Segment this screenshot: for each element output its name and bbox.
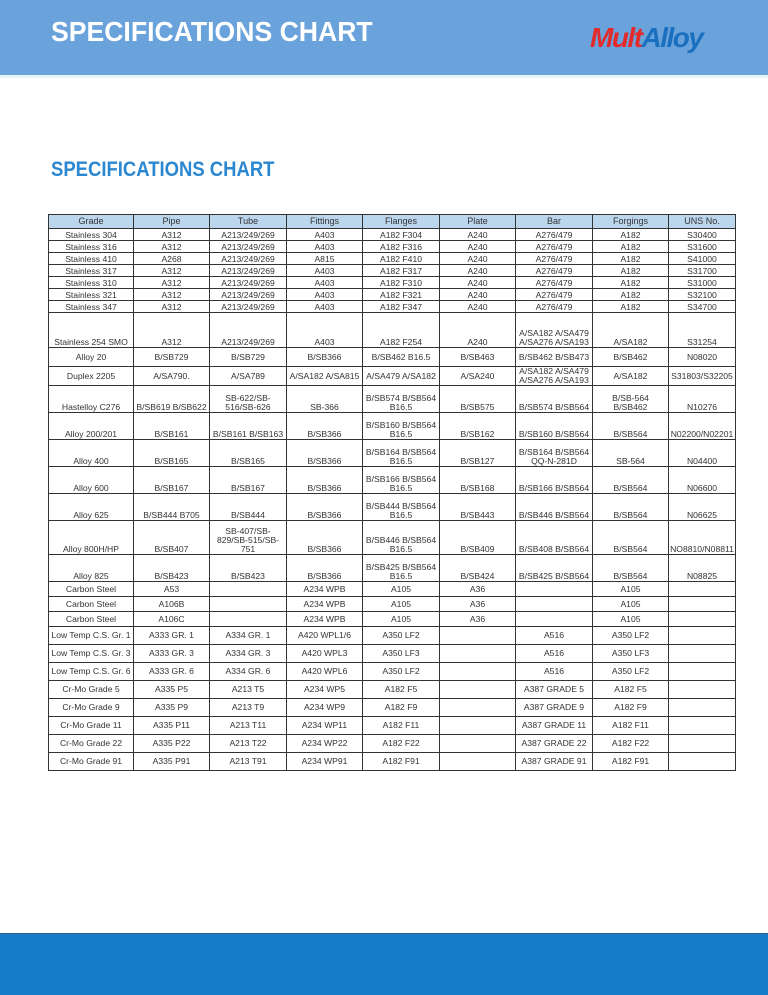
cell-uns: S31600 (669, 241, 736, 253)
cell-flanges: A182 F254 (363, 313, 440, 348)
cell-pipe: B/SB165 (134, 440, 210, 467)
cell-forgings: A182 (593, 265, 669, 277)
cell-fittings: B/SB366 (287, 521, 363, 555)
cell-pipe: A/SA790. (134, 367, 210, 386)
cell-fittings: A234 WPB (287, 612, 363, 627)
cell-pipe: A335 P5 (134, 681, 210, 699)
cell-grade: Stainless 254 SMO (49, 313, 134, 348)
cell-uns: S32100 (669, 289, 736, 301)
table-header-row (49, 215, 736, 229)
cell-pipe: A312 (134, 289, 210, 301)
cell-uns: S31803/S32205 (669, 367, 736, 386)
cell-bar: B/SB164 B/SB564 QQ-N-281D (516, 440, 593, 467)
cell-bar: A387 GRADE 22 (516, 735, 593, 753)
cell-plate: A240 (440, 229, 516, 241)
cell-fittings: B/SB366 (287, 440, 363, 467)
cell-plate: B/SB409 (440, 521, 516, 555)
cell-uns (669, 582, 736, 597)
cell-fittings: B/SB366 (287, 413, 363, 440)
cell-uns (669, 627, 736, 645)
cell-flanges: A105 (363, 597, 440, 612)
cell-tube: A334 GR. 3 (210, 645, 287, 663)
cell-forgings: A182 F11 (593, 717, 669, 735)
cell-flanges: A182 F22 (363, 735, 440, 753)
cell-tube: A213 T22 (210, 735, 287, 753)
cell-flanges: B/SB160 B/SB564 B16.5 (363, 413, 440, 440)
cell-forgings: A105 (593, 597, 669, 612)
cell-fittings: B/SB366 (287, 467, 363, 494)
cell-plate (440, 699, 516, 717)
cell-grade: Stainless 304 (49, 229, 134, 241)
cell-forgings: A182 (593, 301, 669, 313)
cell-fittings: A234 WP11 (287, 717, 363, 735)
column-header-grade: Grade (49, 215, 134, 229)
table-row (49, 612, 736, 627)
table-row (49, 645, 736, 663)
cell-fittings: A403 (287, 265, 363, 277)
logo-text-mult: Mult (590, 22, 642, 53)
cell-flanges: B/SB166 B/SB564 B16.5 (363, 467, 440, 494)
cell-flanges: B/SB574 B/SB564 B16.5 (363, 386, 440, 413)
cell-uns (669, 717, 736, 735)
cell-uns (669, 612, 736, 627)
cell-grade: Cr-Mo Grade 91 (49, 753, 134, 771)
cell-flanges: A182 F9 (363, 699, 440, 717)
table-row (49, 753, 736, 771)
table-row (49, 348, 736, 367)
table-row (49, 494, 736, 521)
cell-pipe: A335 P9 (134, 699, 210, 717)
cell-uns (669, 699, 736, 717)
cell-tube: A213/249/269 (210, 289, 287, 301)
cell-grade: Alloy 20 (49, 348, 134, 367)
cell-fittings: A420 WPL1/6 (287, 627, 363, 645)
cell-forgings: A350 LF3 (593, 645, 669, 663)
cell-grade: Cr-Mo Grade 9 (49, 699, 134, 717)
cell-grade: Alloy 400 (49, 440, 134, 467)
cell-plate: A240 (440, 265, 516, 277)
cell-fittings: SB-366 (287, 386, 363, 413)
cell-grade: Cr-Mo Grade 22 (49, 735, 134, 753)
cell-grade: Alloy 625 (49, 494, 134, 521)
page-title: SPECIFICATIONS CHART (51, 16, 373, 47)
cell-grade: Stainless 310 (49, 277, 134, 289)
cell-fittings: A234 WP22 (287, 735, 363, 753)
specifications-table (48, 214, 736, 771)
header-banner (0, 0, 768, 75)
cell-grade: Stainless 410 (49, 253, 134, 265)
cell-uns: N02200/N02201 (669, 413, 736, 440)
cell-flanges: B/SB425 B/SB564 B16.5 (363, 555, 440, 582)
table-row (49, 717, 736, 735)
cell-grade: Cr-Mo Grade 5 (49, 681, 134, 699)
cell-grade: Carbon Steel (49, 612, 134, 627)
cell-fittings: A403 (287, 313, 363, 348)
cell-forgings: A350 LF2 (593, 663, 669, 681)
cell-bar: A516 (516, 627, 593, 645)
table-row (49, 313, 736, 348)
cell-pipe: A333 GR. 6 (134, 663, 210, 681)
cell-tube: A213 T11 (210, 717, 287, 735)
cell-flanges: A182 F321 (363, 289, 440, 301)
column-header-bar: Bar (516, 215, 593, 229)
cell-grade: Duplex 2205 (49, 367, 134, 386)
cell-fittings: A234 WPB (287, 582, 363, 597)
cell-pipe: A106C (134, 612, 210, 627)
table-row (49, 555, 736, 582)
cell-pipe: A268 (134, 253, 210, 265)
table-row (49, 277, 736, 289)
table-row (49, 663, 736, 681)
cell-forgings: B/SB-564 B/SB462 (593, 386, 669, 413)
cell-grade: Stainless 316 (49, 241, 134, 253)
column-header-pipe: Pipe (134, 215, 210, 229)
cell-plate: A240 (440, 253, 516, 265)
cell-plate: B/SB127 (440, 440, 516, 467)
cell-tube: A213/249/269 (210, 253, 287, 265)
cell-tube: A213 T9 (210, 699, 287, 717)
cell-uns: S30400 (669, 229, 736, 241)
cell-forgings: B/SB564 (593, 494, 669, 521)
cell-grade: Cr-Mo Grade 11 (49, 717, 134, 735)
cell-pipe: A312 (134, 229, 210, 241)
table-row (49, 699, 736, 717)
cell-grade: Low Temp C.S. Gr. 1 (49, 627, 134, 645)
cell-uns (669, 735, 736, 753)
cell-tube (210, 582, 287, 597)
cell-flanges: B/SB462 B16.5 (363, 348, 440, 367)
cell-flanges: A182 F317 (363, 265, 440, 277)
cell-bar: A516 (516, 663, 593, 681)
cell-fittings: A420 WPL3 (287, 645, 363, 663)
cell-fittings: A/SA182 A/SA815 (287, 367, 363, 386)
table-row (49, 681, 736, 699)
cell-flanges: A350 LF2 (363, 627, 440, 645)
cell-plate (440, 627, 516, 645)
cell-fittings: B/SB366 (287, 348, 363, 367)
cell-plate: A36 (440, 597, 516, 612)
cell-tube: A213 T5 (210, 681, 287, 699)
table-row (49, 367, 736, 386)
column-header-uns: UNS No. (669, 215, 736, 229)
cell-plate: A36 (440, 582, 516, 597)
cell-bar: A276/479 (516, 301, 593, 313)
cell-plate: A240 (440, 301, 516, 313)
column-header-flanges: Flanges (363, 215, 440, 229)
cell-forgings: A182 (593, 229, 669, 241)
cell-grade: Alloy 825 (49, 555, 134, 582)
cell-forgings: A105 (593, 612, 669, 627)
cell-plate (440, 753, 516, 771)
cell-tube: A213/249/269 (210, 301, 287, 313)
table-row (49, 301, 736, 313)
cell-uns: N04400 (669, 440, 736, 467)
table-row (49, 386, 736, 413)
cell-pipe: A335 P91 (134, 753, 210, 771)
cell-fittings: A403 (287, 301, 363, 313)
cell-uns: NO8810/N08811 (669, 521, 736, 555)
cell-fittings: A234 WP9 (287, 699, 363, 717)
cell-fittings: A234 WPB (287, 597, 363, 612)
cell-plate: B/SB463 (440, 348, 516, 367)
cell-bar: A387 GRADE 5 (516, 681, 593, 699)
cell-flanges: A182 F91 (363, 753, 440, 771)
cell-fittings: A403 (287, 289, 363, 301)
cell-pipe: B/SB444 B705 (134, 494, 210, 521)
cell-bar: A387 GRADE 9 (516, 699, 593, 717)
cell-bar: A276/479 (516, 289, 593, 301)
cell-tube: B/SB167 (210, 467, 287, 494)
cell-flanges: A182 F304 (363, 229, 440, 241)
cell-tube: A334 GR. 6 (210, 663, 287, 681)
cell-flanges: B/SB444 B/SB564 B16.5 (363, 494, 440, 521)
cell-bar: A276/479 (516, 277, 593, 289)
cell-grade: Carbon Steel (49, 582, 134, 597)
cell-plate: A240 (440, 277, 516, 289)
cell-flanges: A182 F410 (363, 253, 440, 265)
cell-forgings: A182 (593, 277, 669, 289)
multalloy-logo (590, 22, 750, 58)
cell-pipe: A335 P22 (134, 735, 210, 753)
cell-grade: Alloy 600 (49, 467, 134, 494)
cell-uns: N06600 (669, 467, 736, 494)
cell-bar: A387 GRADE 91 (516, 753, 593, 771)
cell-uns (669, 645, 736, 663)
cell-flanges: A105 (363, 582, 440, 597)
cell-pipe: A312 (134, 265, 210, 277)
cell-grade: Low Temp C.S. Gr. 6 (49, 663, 134, 681)
cell-plate: A240 (440, 289, 516, 301)
cell-tube: A/SA789 (210, 367, 287, 386)
cell-uns: S31000 (669, 277, 736, 289)
cell-forgings: A182 F22 (593, 735, 669, 753)
cell-flanges: A182 F316 (363, 241, 440, 253)
cell-forgings: B/SB462 (593, 348, 669, 367)
cell-flanges: A182 F347 (363, 301, 440, 313)
cell-flanges: A182 F5 (363, 681, 440, 699)
cell-plate (440, 645, 516, 663)
table-row (49, 521, 736, 555)
cell-bar: B/SB408 B/SB564 (516, 521, 593, 555)
cell-uns: N06625 (669, 494, 736, 521)
cell-pipe: A53 (134, 582, 210, 597)
cell-forgings: B/SB564 (593, 521, 669, 555)
cell-fittings: A815 (287, 253, 363, 265)
cell-bar: B/SB425 B/SB564 (516, 555, 593, 582)
cell-tube: SB-622/SB-516/SB-626 (210, 386, 287, 413)
cell-tube (210, 597, 287, 612)
cell-forgings: A182 F91 (593, 753, 669, 771)
cell-plate (440, 717, 516, 735)
cell-fittings: A420 WPL6 (287, 663, 363, 681)
cell-tube: A213/249/269 (210, 313, 287, 348)
cell-flanges: A350 LF2 (363, 663, 440, 681)
cell-pipe: B/SB161 (134, 413, 210, 440)
cell-pipe: A335 P11 (134, 717, 210, 735)
cell-forgings: B/SB564 (593, 467, 669, 494)
cell-tube: B/SB444 (210, 494, 287, 521)
cell-grade: Carbon Steel (49, 597, 134, 612)
cell-pipe: B/SB407 (134, 521, 210, 555)
cell-uns (669, 663, 736, 681)
cell-flanges: A182 F310 (363, 277, 440, 289)
cell-pipe: B/SB619 B/SB622 (134, 386, 210, 413)
cell-forgings: SB-564 (593, 440, 669, 467)
cell-bar: A276/479 (516, 265, 593, 277)
column-header-fittings: Fittings (287, 215, 363, 229)
cell-pipe: B/SB423 (134, 555, 210, 582)
cell-uns: S31700 (669, 265, 736, 277)
table-row (49, 265, 736, 277)
cell-flanges: A105 (363, 612, 440, 627)
cell-grade: Alloy 200/201 (49, 413, 134, 440)
cell-tube (210, 612, 287, 627)
cell-plate: A/SA240 (440, 367, 516, 386)
cell-pipe: A106B (134, 597, 210, 612)
cell-plate: B/SB443 (440, 494, 516, 521)
cell-plate: A240 (440, 313, 516, 348)
cell-pipe: B/SB167 (134, 467, 210, 494)
cell-tube: A213/249/269 (210, 241, 287, 253)
cell-flanges: A350 LF3 (363, 645, 440, 663)
cell-plate: B/SB424 (440, 555, 516, 582)
cell-bar: A276/479 (516, 241, 593, 253)
cell-uns: N08020 (669, 348, 736, 367)
cell-fittings: A403 (287, 229, 363, 241)
cell-plate (440, 663, 516, 681)
cell-grade: Alloy 800H/HP (49, 521, 134, 555)
cell-uns: N08825 (669, 555, 736, 582)
cell-bar: B/SB446 B/SB564 (516, 494, 593, 521)
cell-grade: Stainless 317 (49, 265, 134, 277)
cell-forgings: A182 (593, 289, 669, 301)
cell-uns: S34700 (669, 301, 736, 313)
cell-bar (516, 612, 593, 627)
cell-tube: A213 T91 (210, 753, 287, 771)
table-row (49, 289, 736, 301)
cell-forgings: A182 (593, 241, 669, 253)
cell-uns (669, 597, 736, 612)
cell-flanges: B/SB446 B/SB564 B16.5 (363, 521, 440, 555)
cell-pipe: A312 (134, 277, 210, 289)
column-header-forgings: Forgings (593, 215, 669, 229)
cell-bar (516, 582, 593, 597)
cell-bar: A/SA182 A/SA479 A/SA276 A/SA193 (516, 313, 593, 348)
cell-forgings: A/SA182 (593, 313, 669, 348)
cell-plate (440, 735, 516, 753)
cell-pipe: A312 (134, 241, 210, 253)
cell-bar (516, 597, 593, 612)
table-row (49, 241, 736, 253)
cell-tube: B/SB423 (210, 555, 287, 582)
cell-pipe: A333 GR. 1 (134, 627, 210, 645)
cell-fittings: A234 WP5 (287, 681, 363, 699)
cell-grade: Low Temp C.S. Gr. 3 (49, 645, 134, 663)
cell-uns (669, 753, 736, 771)
cell-tube: A334 GR. 1 (210, 627, 287, 645)
table-row (49, 229, 736, 241)
cell-uns (669, 681, 736, 699)
logo-text-alloy: Alloy (641, 22, 703, 53)
cell-plate: A36 (440, 612, 516, 627)
column-header-plate: Plate (440, 215, 516, 229)
cell-grade: Stainless 321 (49, 289, 134, 301)
table-row (49, 440, 736, 467)
cell-bar: B/SB160 B/SB564 (516, 413, 593, 440)
cell-fittings: B/SB366 (287, 494, 363, 521)
table-row (49, 735, 736, 753)
cell-grade: Hastelloy C276 (49, 386, 134, 413)
table-row (49, 413, 736, 440)
cell-pipe: A312 (134, 313, 210, 348)
section-title: SPECIFICATIONS CHART (51, 158, 275, 181)
cell-tube: B/SB165 (210, 440, 287, 467)
cell-bar: A276/479 (516, 229, 593, 241)
cell-plate: B/SB575 (440, 386, 516, 413)
table-row (49, 627, 736, 645)
cell-tube: A213/249/269 (210, 277, 287, 289)
cell-forgings: B/SB564 (593, 413, 669, 440)
cell-flanges: A182 F11 (363, 717, 440, 735)
cell-tube: A213/249/269 (210, 229, 287, 241)
cell-forgings: A182 (593, 253, 669, 265)
cell-bar: A387 GRADE 11 (516, 717, 593, 735)
cell-fittings: B/SB366 (287, 555, 363, 582)
cell-flanges: B/SB164 B/SB564 B16.5 (363, 440, 440, 467)
cell-uns: S31254 (669, 313, 736, 348)
table-row (49, 253, 736, 265)
cell-fittings: A403 (287, 241, 363, 253)
cell-bar: B/SB166 B/SB564 (516, 467, 593, 494)
cell-tube: SB-407/SB-829/SB-515/SB-751 (210, 521, 287, 555)
table-row (49, 597, 736, 612)
cell-bar: A516 (516, 645, 593, 663)
cell-bar: A/SA182 A/SA479 A/SA276 A/SA193 (516, 367, 593, 386)
cell-pipe: A333 GR. 3 (134, 645, 210, 663)
cell-uns: S41000 (669, 253, 736, 265)
cell-uns: N10276 (669, 386, 736, 413)
cell-fittings: A403 (287, 277, 363, 289)
cell-forgings: A/SA182 (593, 367, 669, 386)
cell-flanges: A/SA479 A/SA182 (363, 367, 440, 386)
cell-bar: B/SB462 B/SB473 (516, 348, 593, 367)
header-divider (0, 75, 768, 78)
column-header-tube: Tube (210, 215, 287, 229)
cell-forgings: A350 LF2 (593, 627, 669, 645)
cell-bar: A276/479 (516, 253, 593, 265)
cell-pipe: B/SB729 (134, 348, 210, 367)
cell-forgings: A105 (593, 582, 669, 597)
cell-forgings: A182 F5 (593, 681, 669, 699)
cell-plate (440, 681, 516, 699)
cell-bar: B/SB574 B/SB564 (516, 386, 593, 413)
table-row (49, 467, 736, 494)
cell-plate: B/SB168 (440, 467, 516, 494)
cell-forgings: B/SB564 (593, 555, 669, 582)
footer-band (0, 933, 768, 995)
cell-tube: A213/249/269 (210, 265, 287, 277)
cell-pipe: A312 (134, 301, 210, 313)
cell-grade: Stainless 347 (49, 301, 134, 313)
table-row (49, 582, 736, 597)
cell-tube: B/SB161 B/SB163 (210, 413, 287, 440)
cell-plate: B/SB162 (440, 413, 516, 440)
cell-plate: A240 (440, 241, 516, 253)
cell-tube: B/SB729 (210, 348, 287, 367)
cell-fittings: A234 WP91 (287, 753, 363, 771)
cell-forgings: A182 F9 (593, 699, 669, 717)
